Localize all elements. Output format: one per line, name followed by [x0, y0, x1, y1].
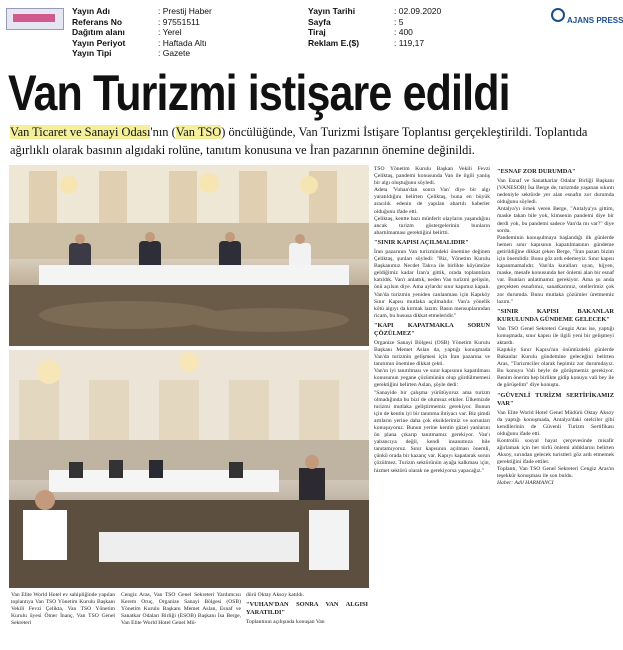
subheading: "VUHAN'DAN SONRA VAN ALGISI YARATILDI" — [246, 601, 368, 617]
paragraph: TSO Yönetim Kurulu Başkan Vekili Fevzi Çeliktaş, pandemi konusunda Van ile ilgili yanlış bir algı oluştuğunu söyledi. — [374, 166, 490, 187]
paragraph: Van TSO Genel Sekreteri Cengiz Aras ise, yaptığı konuşmada, sınır kapısı ile ilgili yeni bir gelişmeyi aktardı. — [497, 325, 614, 346]
paragraph: Van'ın iyi tanıtılması ve sınır kapısının kapatılması konusunun yegane çözümünün olup gördülmemesi gerektiğini belirten Aslan, şöyle dedi: — [374, 368, 490, 389]
meta-row — [308, 6, 441, 17]
paragraph: Çeliktaş, kentte bazı münferit olayların yaşandığını ancak turizm göstergelerinin bunların abartılmaması gerektiğini belirtti. — [374, 215, 490, 236]
article-column-bottom-3 — [246, 592, 368, 626]
lead-tso-highlight: Van TSO — [175, 125, 222, 139]
article-lead — [10, 123, 616, 159]
meta-value: : 97551511 — [158, 16, 200, 27]
meta-value: : 5 — [394, 16, 404, 27]
meta-row — [308, 27, 441, 38]
meta-value: : Yerel — [158, 27, 182, 38]
meta-row — [308, 38, 441, 49]
newspaper-logo-icon — [6, 8, 64, 30]
paragraph: Van Esnaf ve Sanatkarlar Odalar Birliği Başkanı (VANESOB) İsa Berge de, turizmde yaşanan sıkıntı nedeniyle sektörde yer alan esnafın zor durumda olduğunu söyledi. — [497, 178, 614, 206]
meta-row — [72, 17, 212, 28]
paragraph: Cengiz Aras, Van TSO Genel Sekreteri Yardımcısı Kerem Oruç, Organize Sanayi Bölgesi (OSB) Yönetim Kurulu Başkanı Memet Aslan, Esnaf ve Sanatkar Odaları Birliği (ESOB) Başkanı İsa Berge, Van Elite World Hotel Genel Mü- — [121, 592, 241, 627]
article-title: Van Turizmi istişare edildi — [8, 65, 510, 121]
article-column-middle — [374, 166, 490, 475]
subheading: "ESNAF ZOR DURUMDA" — [497, 168, 576, 175]
meta-label: Referans No — [72, 16, 123, 27]
meta-right — [308, 6, 441, 48]
meta-label: Reklam E.($) — [308, 37, 360, 48]
meta-value: : Gazete — [158, 48, 191, 59]
agency-name: AJANS PRESS — [567, 16, 623, 25]
meeting-photo-top — [9, 165, 369, 346]
byline: Haber: Adil HARMANCI — [497, 480, 554, 487]
paragraph: Toplantı, Van TSO Genel Sekreteri Cengiz Aras'ın teşekkür konuşması ile son buldu. — [497, 466, 614, 480]
paragraph: "Sanayide bir çalışma yürütüyoruz ama turizm olmadığında bu bizi de olumsuz etkiler. Ülkemizde turizmi mutlaka geliştirmemiz gerekiyor. Bunun için de kentin iyi bir tanıtıma ihtiyacı var. Biz şimdi artıların yerine daha çok eksiklerimiz ve sorunları konuşuyoruz. Bunun yerine kentin güzel yanlarını ön plana çıkarıp tanıtmamız gerekiyor. Van'ı yabancıya değil, kendi insanımıza bile tanıtamıyoruz. Sınır kapısının açılması önemli, çünkü orada bir kazanç var. Kapıyı kapatarak sorun çözülmez. Turizm sektörünün ayağa kalkması için, hizmet sektörü olarak ne gerekiyorsa yapacağız." — [374, 389, 490, 474]
meta-label: Yayın Periyot — [72, 37, 126, 48]
subheading: "SINIR KAPISI BAKANLAR KURULUNDA GÜNDEME GELECEK" — [497, 307, 614, 323]
paragraph: Antalya'yı örnek veren Berge, "Antalya'ya gittim, maske takan bile yok, kimsenin pandemi diye bir derdi yok, bu pandemi sadece Van'da mı var?" diye sordu. — [497, 206, 614, 234]
meta-label: Yayın Tarihi — [308, 6, 356, 16]
paragraph: Adeta 'Vuhan'dan sonra Van' diye bir algı yaratıldığını belirten Çeliktaş, buna en büyük aracılık edenin de yapılan abartılı haberler olduğunu ifade etti. — [374, 187, 490, 215]
agency-globe-icon — [551, 8, 565, 22]
lead-org-highlight: Van Ticaret ve Sanayi Odası — [10, 125, 151, 139]
meta-row — [72, 27, 212, 38]
meta-label: Dağıtım alanı — [72, 27, 125, 38]
meta-left — [72, 6, 212, 59]
meta-row — [72, 48, 212, 59]
meta-row — [72, 6, 212, 17]
paragraph: Kontrollü sosyal hayat çerçevesinde misafir ağırlamak için her türlü önlemi aldıklarını belirten Aksoy, sırından gelecek turistleri göz ardı etmemek gerektiğini ifade ettiler. — [497, 437, 614, 466]
article-column-right — [497, 166, 614, 488]
lead-text: ) öncülüğünde, Van Turizmi İstişare Toplantısı gerçekleştirildi. Toplantıda ağırlıklı olarak basının algıdaki rolüne, tanıtım konusuna ve İran pazarının önemine değinildi. — [10, 125, 588, 157]
meta-value: : Prestij Haber — [158, 6, 212, 16]
meta-row — [308, 17, 441, 28]
paragraph: İran pazarının Van turizmindeki önemine değinen Çeliktaş, şunları söyledi: "Biz, Yönetim Kurulu Başkanımız Necdet Takva ile birlikte köyümüze geldiğimiz kadar İran'a gittik, orada toplantılara katıldık. Van'ı anlattık, neden Van turizmi gelişsin, önü açılsın diye. Ama aylardır sınır kapımız kapalı. Van'da turizmin yeniden canlanması için Kapıköy Sınır Kapısı mutlaka açılmalıdır. Van'a yönelik kötü algıyı da kırmak lazım. Basın mensuplarından ricam, bu hususa dikkat etmeleridir." — [374, 248, 490, 319]
paragraph: Organize Sanayi Bölgesi (OSB) Yönetim Kurulu Başkanı Memet Aslan da, yaptığı konuşmada Van'da turizmin gelişmesi için İran pazarına ve tanıtımın önemine dikkat çekti. — [374, 339, 490, 368]
subheading: "GÜVENLİ TURİZM SERTİFİKAMIZ VAR" — [497, 391, 614, 407]
article-column-bottom-1 — [11, 592, 115, 627]
clipping-header — [0, 0, 623, 64]
meeting-photo-bottom — [9, 350, 369, 588]
meta-value: : Haftada Altı — [158, 37, 207, 48]
lead-text: 'nın ( — [150, 125, 176, 139]
paragraph: Kapıköy Sınır Kapısı'nın önümüzdeki günlerde Bakanlar Kurulu gündemine geleceğini belirten Aras, "Turizmciler olarak hepimiz zor durumdayız. Bu konuyu Vali beyle de görüşmemiz gerekiyor. Benim önerim hep birlikte gidip konuyu vali bey ile de görüşelim" diye konuştu. — [497, 346, 614, 389]
meta-value: : 400 — [394, 27, 413, 38]
paragraph: Van Elite World Hotel Genel Müdürü Oktay Aksoy da yaptığı konuşmada, Antalya'daki otelciler gibi kendilerinin de Güvenli Turizm Sertifikası olduğunu ifade etti. — [497, 409, 614, 437]
meeting-photo-top-image — [9, 165, 369, 346]
meta-label: Sayfa — [308, 16, 331, 27]
paragraph: dürü Oktay Aksoy katıldı. — [246, 592, 305, 598]
meta-value: : 119,17 — [394, 37, 425, 48]
subheading: "SINIR KAPISI AÇILMALIDIR" — [374, 238, 469, 246]
article-column-bottom-2 — [121, 592, 241, 627]
agency-logo — [551, 8, 623, 34]
paragraph: Toplantının açılışında konuşan Van — [246, 619, 325, 626]
meta-row — [72, 38, 212, 49]
paragraph: Pandeminin konuşulmaya başlandığı ilk günlerde hemen sınır kapısının kapatılmasının gündeme getirildiğine dikkat çeken Berge, "İran pazarı bizim için önemlidir. Bunu göz ardı edemeyiz. Sınır kapısı kapanmamalıdır. Van'da kuralları uyan, hijyen, maske, mesafe konusunda her önlemi alan bir esnaf var. Bunları anlatmamız gerekiyor. Ama şu anda gerçekten esnafımız, sanatkarımız, otellerimiz çok zor durumda. Bunu mutlaka çözümler üretmemiz lazım." — [497, 234, 614, 305]
paragraph: Van Elite World Hotel ev sahipliğinde yapılan toplantıya Van TSO Yönetim Kurulu Başkanı Vekili Fevzi Çelikta, Van TSO Yönetim Kurulu üyesi Ömer İnanç, Van TSO Genel Sekreteri — [11, 592, 115, 627]
meta-value: : 02.09.2020 — [394, 6, 442, 16]
meeting-photo-bottom-image — [9, 350, 369, 588]
subheading: "KAPI KAPATMAKLA SORUN ÇÖZÜLMEZ" — [374, 321, 490, 337]
meta-label: Tiraj — [308, 27, 326, 38]
meta-label: Yayın Tipi — [72, 48, 112, 59]
meta-label: Yayın Adı — [72, 6, 110, 16]
